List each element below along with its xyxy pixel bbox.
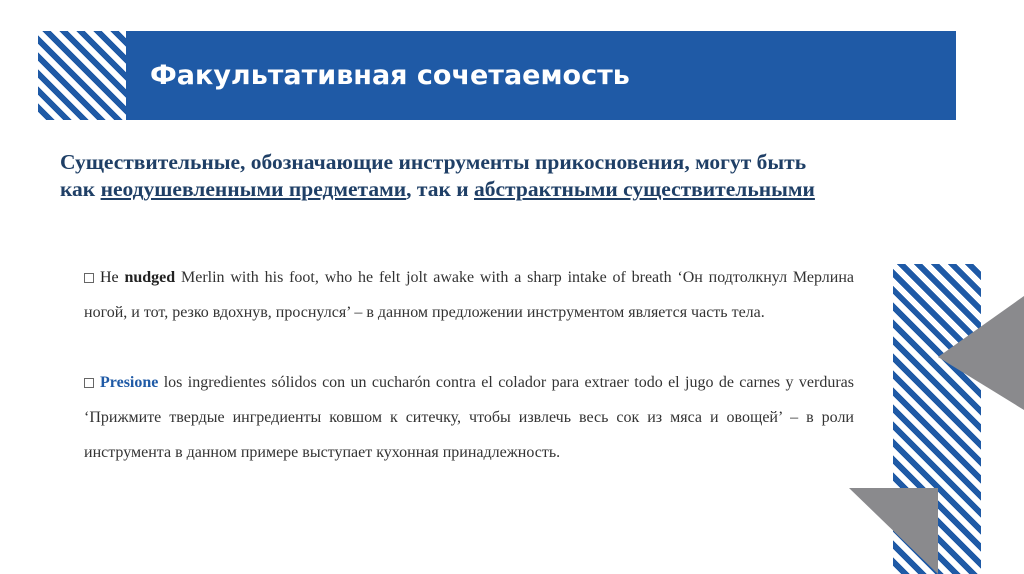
bullet-2-keyword: Presione: [100, 374, 159, 391]
gray-triangle-bottom: [849, 488, 938, 574]
slide-title: Факультативная сочетаемость: [150, 60, 630, 91]
subtitle-text-1: Существительные, обозначающие инструменты прикосновения, могут быть как: [60, 150, 807, 201]
subtitle-text-2: , так и: [406, 177, 474, 201]
bullet-2-text: los ingredientes sólidos con un cucharón contra el colador para extraer todo el jugo de carnes y verduras ‘Прижмите твердые ингредиенты ковшом к ситечку, чтобы извлечь весь сок из мяса и овощей’ – в роли инструмента в данном примере выступает кухонная принадлежность.: [84, 374, 854, 461]
gray-triangle-top: [938, 296, 1024, 410]
bullet-1-prefix: He: [100, 269, 125, 286]
subtitle-underlined-1: неодушевленными предметами: [100, 177, 407, 201]
subtitle-underlined-2: абстрактными существительными: [474, 177, 815, 201]
bullet-1-keyword: nudged: [124, 269, 176, 286]
bullet-1-text: Merlin with his foot, who he felt jolt awake with a sharp intake of breath ‘Он подтолкнул Мерлина ногой, и тот, резко вдохнув, проснулся’ – в данном предложении инструментом является часть тела.: [84, 269, 855, 321]
